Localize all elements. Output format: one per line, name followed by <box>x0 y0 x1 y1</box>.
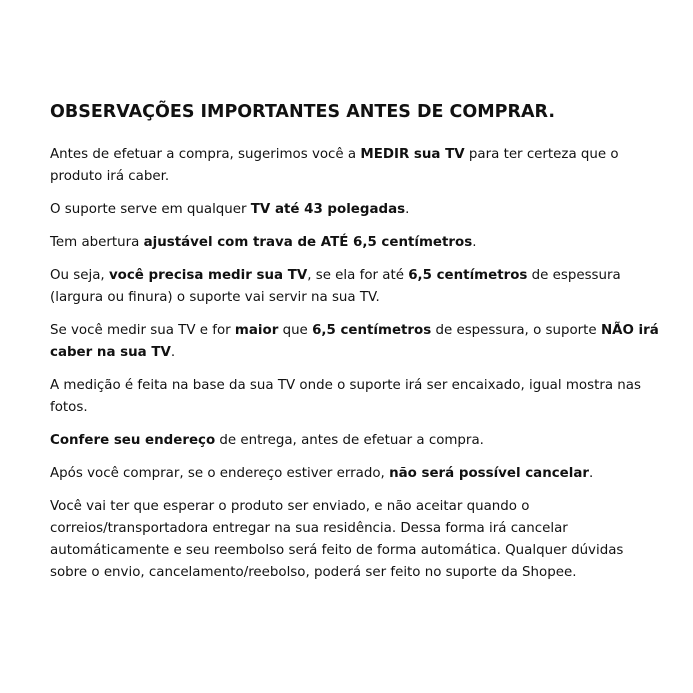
text-segment: Antes de efetuar a compra, sugerimos você a <box>50 147 361 162</box>
bold-segment: não será possível cancelar <box>389 466 589 481</box>
bold-segment: ajustável com trava de ATÉ 6,5 centímetros <box>143 235 473 250</box>
text-segment: que <box>278 323 313 338</box>
document <box>50 100 660 595</box>
text-segment: de entrega, antes de efetuar a compra. <box>215 433 484 448</box>
bold-segment: NÃO irá caber na sua TV <box>50 323 659 360</box>
paragraph-thickness <box>50 265 660 309</box>
bold-segment: 6,5 centímetros <box>408 268 528 283</box>
paragraph-opening <box>50 232 660 254</box>
paragraph-tv-size <box>50 199 660 221</box>
text-segment: . <box>405 202 410 217</box>
text-segment: Após você comprar, se o endereço estiver errado, <box>50 466 390 481</box>
paragraph-refund <box>50 496 660 584</box>
bold-segment: 6,5 centímetros <box>312 323 432 338</box>
paragraph-measure-tv <box>50 144 660 188</box>
text-segment: , se ela for até <box>307 268 409 283</box>
text-segment: O suporte serve em qualquer <box>50 202 251 217</box>
paragraph-measurement <box>50 375 660 419</box>
text-segment: . <box>472 235 477 250</box>
text-segment: de espessura (largura ou finura) o suporte vai servir na sua TV. <box>50 268 621 305</box>
text-segment: Se você medir sua TV e for <box>50 323 235 338</box>
document-title: OBSERVAÇÕES IMPORTANTES ANTES DE COMPRAR. <box>50 102 555 122</box>
paragraph-too-thick <box>50 320 660 364</box>
bold-segment: Confere seu endereço <box>50 433 216 448</box>
paragraph-address <box>50 430 660 452</box>
text-segment: Você vai ter que esperar o produto ser enviado, e não aceitar quando o correios/transportadora entregar na sua residência. Dessa forma irá cancelar automáticamente e seu reembolso será feito de forma automática. Qualquer dúvidas sobre o envio, cancelamento/reebolso, poderá ser feito no suporte da Shopee. <box>50 499 624 580</box>
text-segment: A medição é feita na base da sua TV onde o suporte irá ser encaixado, igual mostra nas fotos. <box>50 378 641 415</box>
text-segment: . <box>170 345 176 360</box>
text-segment: . <box>589 466 594 481</box>
text-segment: de espessura, o suporte <box>431 323 601 338</box>
paragraph-cancel <box>50 463 660 485</box>
bold-segment: MEDIR sua TV <box>360 147 465 162</box>
text-segment: Tem abertura <box>50 235 144 250</box>
text-segment: para ter certeza que o produto irá caber. <box>50 147 619 184</box>
bold-segment: maior <box>234 323 279 338</box>
bold-segment: TV até 43 polegadas <box>250 202 406 217</box>
bold-segment: você precisa medir sua TV <box>108 268 308 283</box>
text-segment: Ou seja, <box>50 268 109 283</box>
